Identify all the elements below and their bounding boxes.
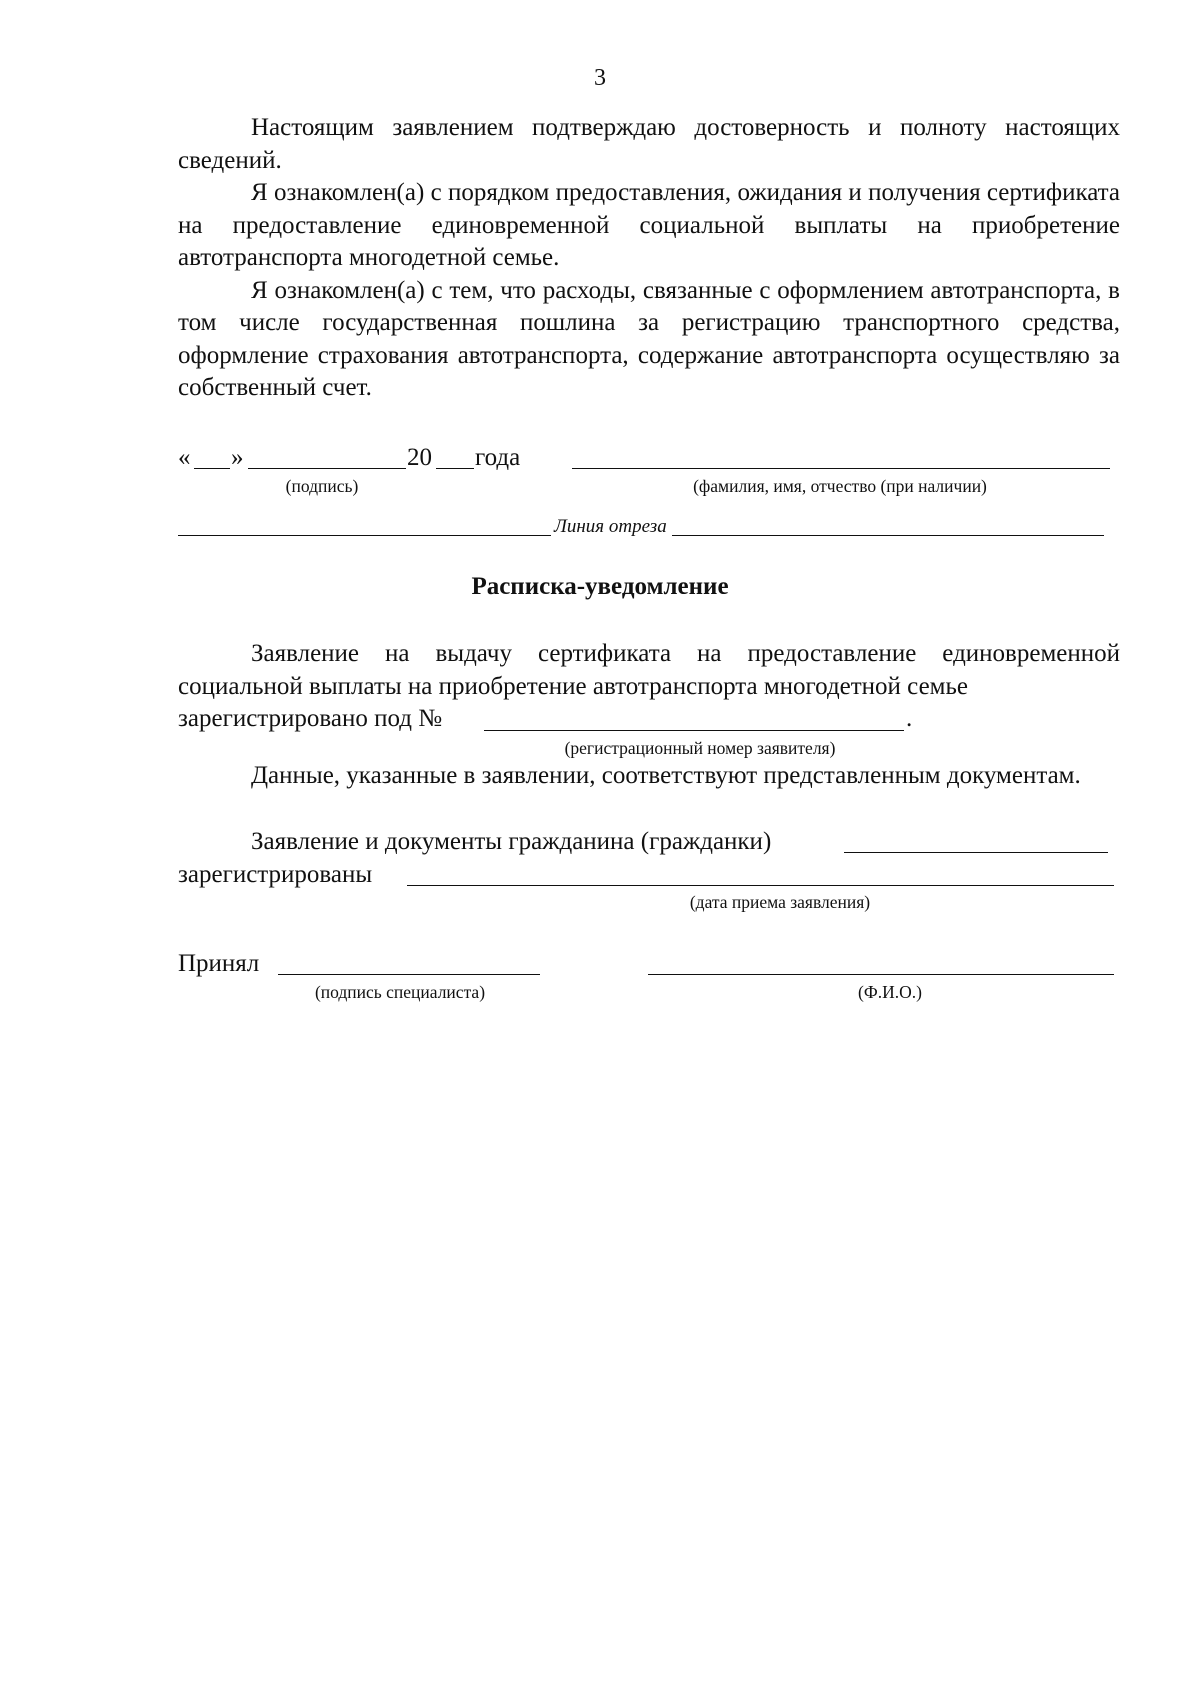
specialist-fio-caption: (Ф.И.О.) [858,982,922,1002]
declaration-block [178,112,1120,405]
documents-label: Заявление и документы гражданина (гражданки) [251,828,772,855]
signature-caption: (подпись) [285,476,359,496]
registration-period: . [906,705,913,732]
date-close-quote: » [231,444,244,471]
acceptance-date-caption: (дата приема заявления) [689,892,871,912]
specialist-fio-blank[interactable] [648,974,1114,975]
year-prefix: 20 [407,444,432,471]
declaration-paragraph-1: Настоящим заявлением подтверждаю достоверность и полноту настоящих сведений. [178,114,1120,174]
registered-plural-label: зарегистрированы [178,861,373,888]
month-signature-blank[interactable] [248,468,406,469]
year-suffix: года [475,444,521,471]
registration-number-caption: (регистрационный номер заявителя) [564,738,836,758]
accepted-label: Принял [178,950,260,977]
cut-line-right [672,535,1104,536]
acceptance-date-blank[interactable] [407,885,1114,886]
specialist-signature-caption: (подпись специалиста) [314,982,486,1002]
receipt-block-1 [178,638,1120,703]
registration-number-blank[interactable] [484,730,904,731]
receipt-paragraph-2: Данные, указанные в заявлении, соответствуют представленным документам. [251,762,1081,789]
declaration-paragraph-3: Я ознакомлен(а) с тем, что расходы, связанные с оформлением автотранспорта, в том числе государственная пошлина за регистрацию транспортного средства, оформление страхования автотранспорта, содержание автотранспорта осуществляю за собственный счет. [178,276,1120,401]
specialist-signature-blank[interactable] [278,974,540,975]
receipt-paragraph-1: Заявление на выдачу сертификата на предоставление единовременной социальной выплаты на приобретение автотранспорта многодетной семье [178,640,1120,700]
citizen-name-blank[interactable] [844,852,1108,853]
receipt-block-2 [178,760,1120,793]
cut-line-label: Линия отреза [554,516,667,537]
full-name-blank[interactable] [572,468,1110,469]
date-open-quote: « [178,444,191,471]
day-blank[interactable] [194,468,230,469]
page-number: 3 [594,65,606,91]
declaration-paragraph-2: Я ознакомлен(а) с порядком предоставления, ожидания и получения сертификата на предоставление единовременной социальной выплаты на приобретение автотранспорта многодетной семье. [178,179,1120,271]
year-blank[interactable] [436,468,474,469]
registered-label: зарегистрировано под № [178,705,443,732]
full-name-caption: (фамилия, имя, отчество (при наличии) [693,476,987,496]
receipt-title: Расписка-уведомление [471,573,729,600]
cut-line-left [178,535,551,536]
